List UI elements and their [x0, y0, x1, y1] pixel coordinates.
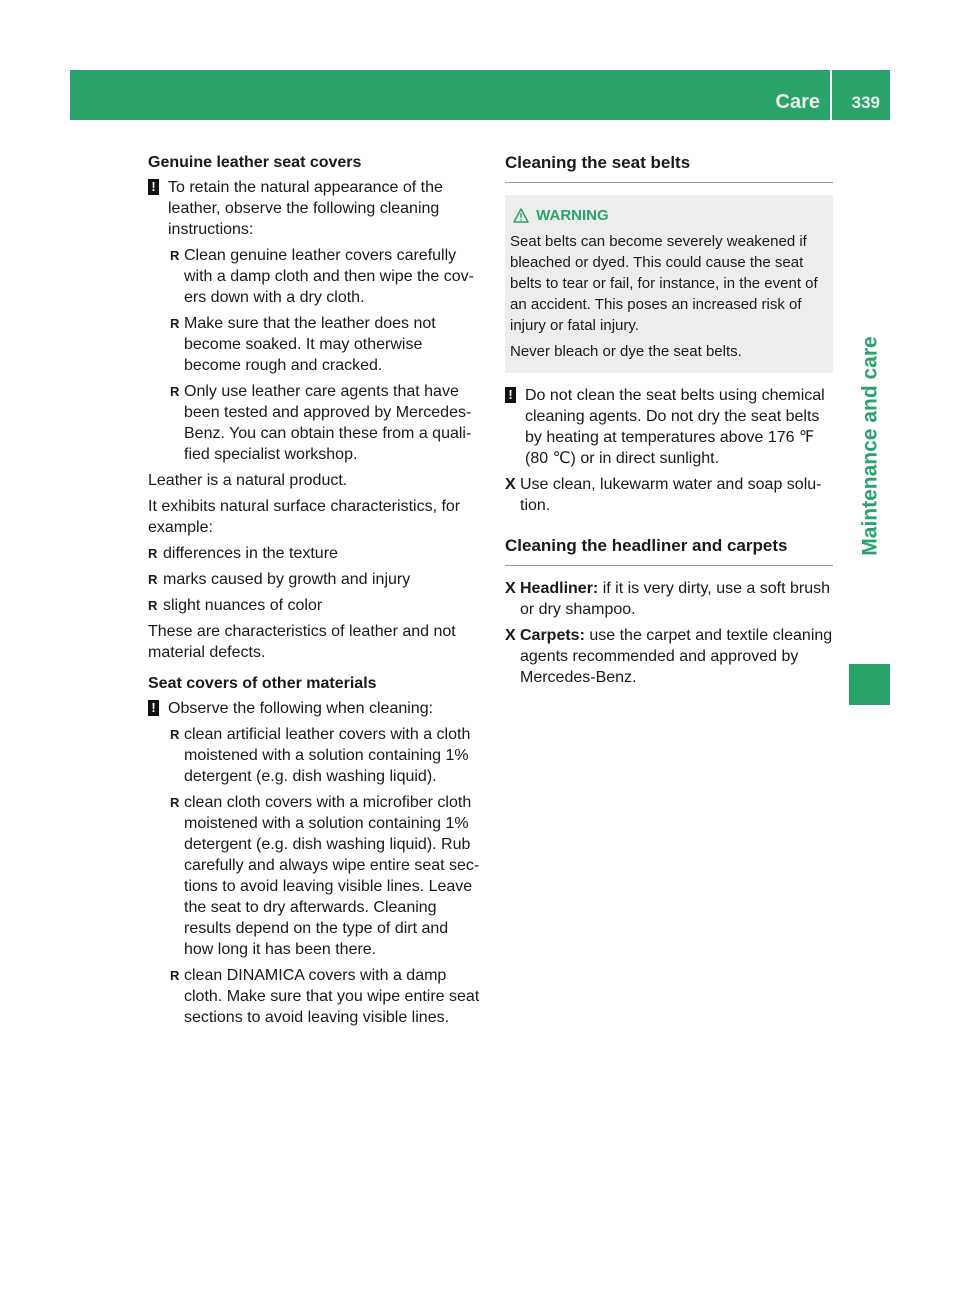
exclamation-icon: !: [148, 179, 159, 195]
side-tab-marker: [849, 664, 890, 705]
list-item-text: clean cloth covers with a microfiber cloth moistened with a solution containing 1% detergent (e.g. dish washing liquid). Rub carefully and always wipe entire seat sections to avoid leaving visible lines. Leave the seat to dry afterwards. Cleaning results depend on the type of dirt and how long it has been there.: [184, 794, 480, 958]
list-item: [148, 724, 481, 787]
right-column: [505, 152, 833, 693]
bullet-icon: R: [170, 248, 180, 263]
list-item-text: slight nuances of color: [163, 597, 323, 614]
list-item: [148, 313, 481, 376]
notice-seat-belts: [505, 385, 833, 469]
section-title: Care: [775, 91, 820, 113]
notice-text: Observe the following when cleaning:: [168, 700, 434, 717]
step-label: Carpets:: [520, 627, 585, 644]
paragraph: Leather is a natural product.: [148, 472, 348, 489]
bullet-icon: R: [170, 384, 180, 399]
seat-belts-heading: Cleaning the seat belts: [505, 152, 833, 183]
warning-title: WARNING: [536, 207, 609, 224]
warning-text: Never bleach or dye the seat belts.: [510, 343, 742, 360]
warning-box: [505, 195, 833, 373]
paragraph: It exhibits natural surface characteristics, for example:: [148, 498, 461, 536]
list-item-text: clean DINAMICA covers with a damp cloth. Make sure that you wipe entire seat sections to avoid leaving visible lines.: [184, 967, 480, 1026]
list-item: [148, 543, 481, 564]
headliner-heading: Cleaning the headliner and carpets: [505, 535, 833, 566]
warning-triangle-icon: [513, 208, 529, 223]
list-item: [148, 381, 481, 465]
bullet-icon: R: [170, 316, 180, 331]
warning-title-row: [510, 205, 827, 226]
notice-genuine-leather: [148, 177, 481, 240]
list-item-text: differences in the texture: [163, 545, 338, 562]
instruction-step: [505, 578, 833, 620]
step-arrow-icon: X: [505, 627, 516, 644]
list-item-text: clean artificial leather covers with a cloth moistened with a solution containing 1% detergent (e.g. dish washing liquid).: [184, 726, 471, 785]
header-divider: [830, 70, 832, 120]
instruction-step: [505, 625, 833, 688]
other-materials-heading: Seat covers of other materials: [148, 675, 377, 692]
list-item: [148, 792, 481, 960]
genuine-leather-heading: Genuine leather seat covers: [148, 154, 362, 171]
step-text: use the carpet and textile cleaning agents recommended and approved by Mercedes-Benz.: [520, 627, 833, 686]
list-item: [148, 965, 481, 1028]
list-item-text: marks caused by growth and injury: [163, 571, 411, 588]
list-item: [148, 569, 481, 590]
side-tab-label: Maintenance and care: [858, 336, 881, 556]
bullet-icon: R: [148, 598, 158, 613]
list-item-text: Make sure that the leather does not become soaked. It may otherwise become rough and cracked.: [184, 315, 436, 374]
bullet-icon: R: [170, 968, 180, 983]
instruction-step: [505, 474, 833, 516]
step-text: Use clean, lukewarm water and soap solution.: [520, 476, 822, 514]
page-number: 339: [851, 93, 880, 112]
bullet-icon: R: [170, 727, 180, 742]
bullet-icon: R: [148, 572, 158, 587]
exclamation-icon: !: [148, 700, 159, 716]
left-column: [148, 152, 481, 1033]
exclamation-icon: !: [505, 387, 516, 403]
warning-text: Seat belts can become severely weakened if bleached or dyed. This could cause the seat belts to tear or fail, for instance, in the event of an accident. This poses an increased risk of injury or fatal injury.: [510, 233, 818, 334]
list-item-text: Only use leather care agents that have been tested and approved by Mercedes-Benz. You can obtain these from a qualified specialist workshop.: [184, 383, 472, 463]
list-item: [148, 245, 481, 308]
notice-text: To retain the natural appearance of the leather, observe the following cleaning instructions:: [168, 179, 443, 238]
paragraph: These are characteristics of leather and not material defects.: [148, 623, 456, 661]
list-item-text: Clean genuine leather covers carefully with a damp cloth and then wipe the covers down with a dry cloth.: [184, 247, 474, 306]
step-label: Headliner:: [520, 580, 599, 597]
bullet-icon: R: [170, 795, 180, 810]
step-text: if it is very dirty, use a soft brush or dry shampoo.: [520, 580, 831, 618]
page-header-bar: [70, 70, 890, 120]
step-arrow-icon: X: [505, 580, 516, 597]
list-item: [148, 595, 481, 616]
notice-text: Do not clean the seat belts using chemical cleaning agents. Do not dry the seat belts by heating at temperatures above 176 ℉ (80 ℃) or in direct sunlight.: [525, 387, 825, 467]
bullet-icon: R: [148, 546, 158, 561]
step-arrow-icon: X: [505, 476, 516, 493]
notice-other-materials: [148, 698, 481, 719]
side-tab: [849, 246, 890, 646]
